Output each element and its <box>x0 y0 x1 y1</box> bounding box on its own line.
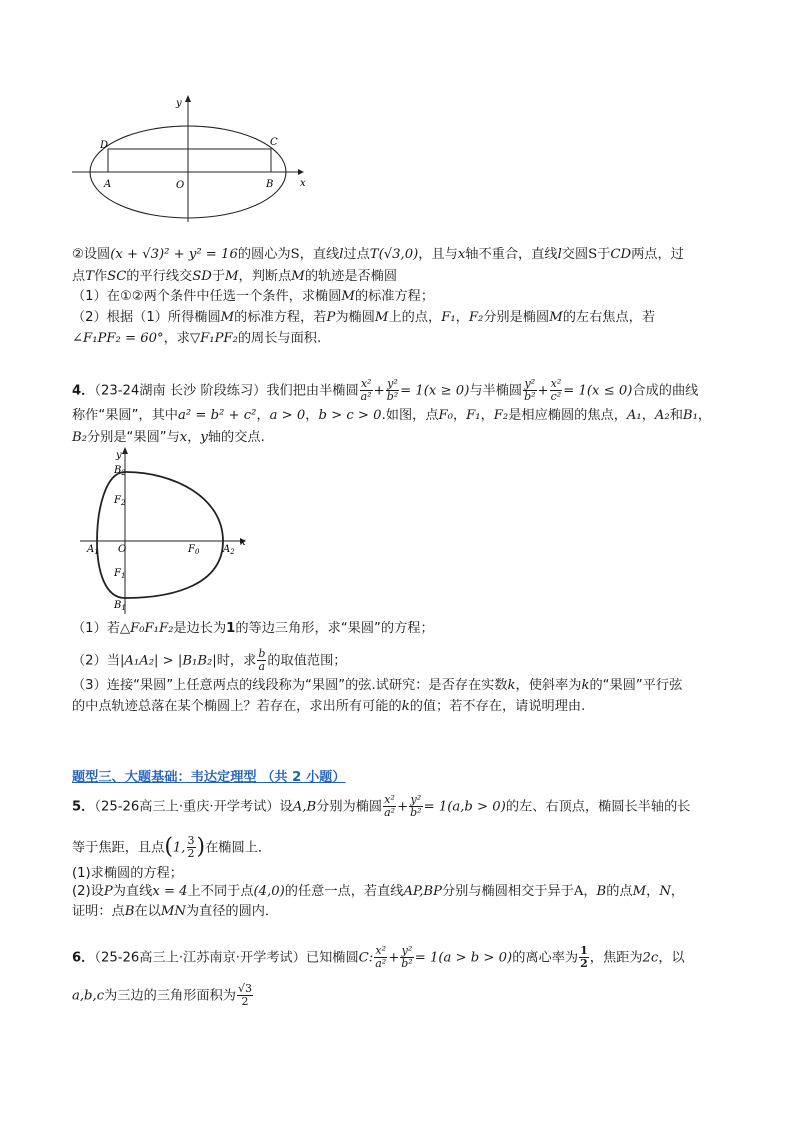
section-heading: 题型三、大题基础：韦达定理型 （共 2 小题） <box>72 770 346 785</box>
label-B1: $B_1$ <box>114 600 126 612</box>
q5-line1: 5．（25-26高三上·重庆·开学考试）设A,B分别为椭圆 $\frac{\text{x²}}{\text{a²}}$ + $\frac{\text{y²}}{\text{b²}}$ = 1(a,b > 0)的左、右顶点，椭圆长半轴的长 <box>72 793 691 819</box>
q3-condition2-line2: 点T作SC的平行线交SD于M，判断点M的轨迹是否椭圆 <box>72 269 398 284</box>
q5-line2: 等于焦距，且点(1, $\frac{3}{2}$ )在椭圆上． <box>72 834 272 860</box>
label-A2: $A_2$ <box>223 544 235 556</box>
q6-line1: 6．（25-26高三上·江苏南京·开学考试）已知椭圆C: $\frac{\text{x²}}{\text{a²}}$ + $\frac{\text{y²}}{\text{b²}}$ = 1(a > b > 0)的离心率为 $\frac{1}{2}$ ，焦距为2c，以 <box>72 944 685 970</box>
label-y: y <box>116 450 122 461</box>
q4-line2: 称作“果圆”，其中a² = b² + c²，a > 0，b > c > 0.如图，点F₀，F₁，F₂是相应椭圆的焦点，A₁，A₂和B₁， <box>72 408 712 423</box>
fruit-curve <box>97 472 223 598</box>
label-C: C <box>270 137 278 148</box>
label-F2: $F_2$ <box>114 495 126 507</box>
q3-condition2-line1: ②设圆(x + √3)² + y² = 16的圆心为S，直线l过点T(√3,0)，且与x轴不重合，直线l交圆S于CD两点，过 <box>72 247 684 262</box>
x-axis-arrow <box>298 169 304 175</box>
label-D: D <box>100 140 109 151</box>
q3-part2: （2）根据（1）所得椭圆M的标准方程，若P为椭圆M上的点，F₁，F₂分别是椭圆M的左右焦点，若 <box>72 310 656 325</box>
y-axis-arrow <box>122 447 128 454</box>
label-F0: $F_0$ <box>188 544 200 556</box>
q5-part1: (1)求椭圆的方程； <box>72 866 183 881</box>
y-axis-arrow <box>185 95 191 102</box>
q4-line3: B₂分别是“果圆”与x，y轴的交点. <box>72 430 265 445</box>
q4-line1: 4．（23-24湖南 长沙 阶段练习）我们把由半椭圆 $\frac{\text{x²}}{\text{a²}}$ + $\frac{\text{y²}}{\text{b²}}$ = 1(x ≥ 0)与半椭圆 $\frac{\text{y²}}{\text{b²}}$ + $\frac{\text{x²}}{\text{c²}}$ = 1(x ≤ 0)合成的曲线 <box>72 377 699 403</box>
q3-part2-cont: ∠F₁PF₂ = 60°，求▽F₁PF₂的周长与面积. <box>72 331 322 346</box>
label-y: y <box>176 98 182 109</box>
q4-part1: （1）若△F₀F₁F₂是边长为1的等边三角形，求“果圆”的方程； <box>72 621 434 636</box>
q4-number: 4． <box>72 383 95 399</box>
q4-source: （23-24湖南 长沙 阶段练习） <box>94 383 267 399</box>
circle-equation: (x + √3)² + y² = 16 <box>110 247 238 262</box>
q3-part1: （1）在①②两个条件中任选一个条件，求椭圆M的标准方程； <box>72 289 435 304</box>
label-F1: $F_1$ <box>114 568 126 580</box>
q5-part2: (2)设P为直线x = 4上不同于点(4,0)的任意一点，若直线AP,BP分别与椭圆相交于异于A，B的点M，N， <box>72 884 685 899</box>
q5-number: 5． <box>72 799 95 815</box>
q4-part3-cont: 的中点轨迹总落在某个椭圆上？若存在，求出所有可能的k的值；若不存在，请说明理由. <box>72 699 586 714</box>
q5-part2-cont: 证明：点B在以MN为直径的圆内． <box>72 904 279 919</box>
fruit-ellipse-figure <box>80 446 260 616</box>
q4-part3: （3）连接“果圆”上任意两点的线段称为“果圆”的弦.试研究：是否存在实数k，使斜率为k的“果圆”平行弦 <box>72 678 683 693</box>
label-O: O <box>118 544 127 555</box>
label-B2: $B_2$ <box>114 465 126 477</box>
q5-source: （25-26高三上·重庆·开学考试） <box>94 799 280 815</box>
label-A1: $A_1$ <box>87 544 99 556</box>
label-B: B <box>266 179 274 190</box>
ellipse-figure <box>70 92 320 224</box>
label-x: x <box>240 537 246 548</box>
q6-line2: a,b,c为三边的三角形面积为 $\frac{√3}{2}$ <box>72 982 252 1008</box>
label-O: O <box>176 180 185 191</box>
label-A: A <box>104 179 112 190</box>
q6-source: （25-26高三上·江苏南京·开学考试） <box>94 950 306 966</box>
q6-number: 6． <box>72 950 95 966</box>
rectangle-ABCD <box>108 149 271 172</box>
q4-part2: （2）当|A₁A₂| > |B₁B₂|时，求 $\frac{b}{a}$ 的取值范围； <box>72 647 347 673</box>
label-x: x <box>300 178 306 189</box>
